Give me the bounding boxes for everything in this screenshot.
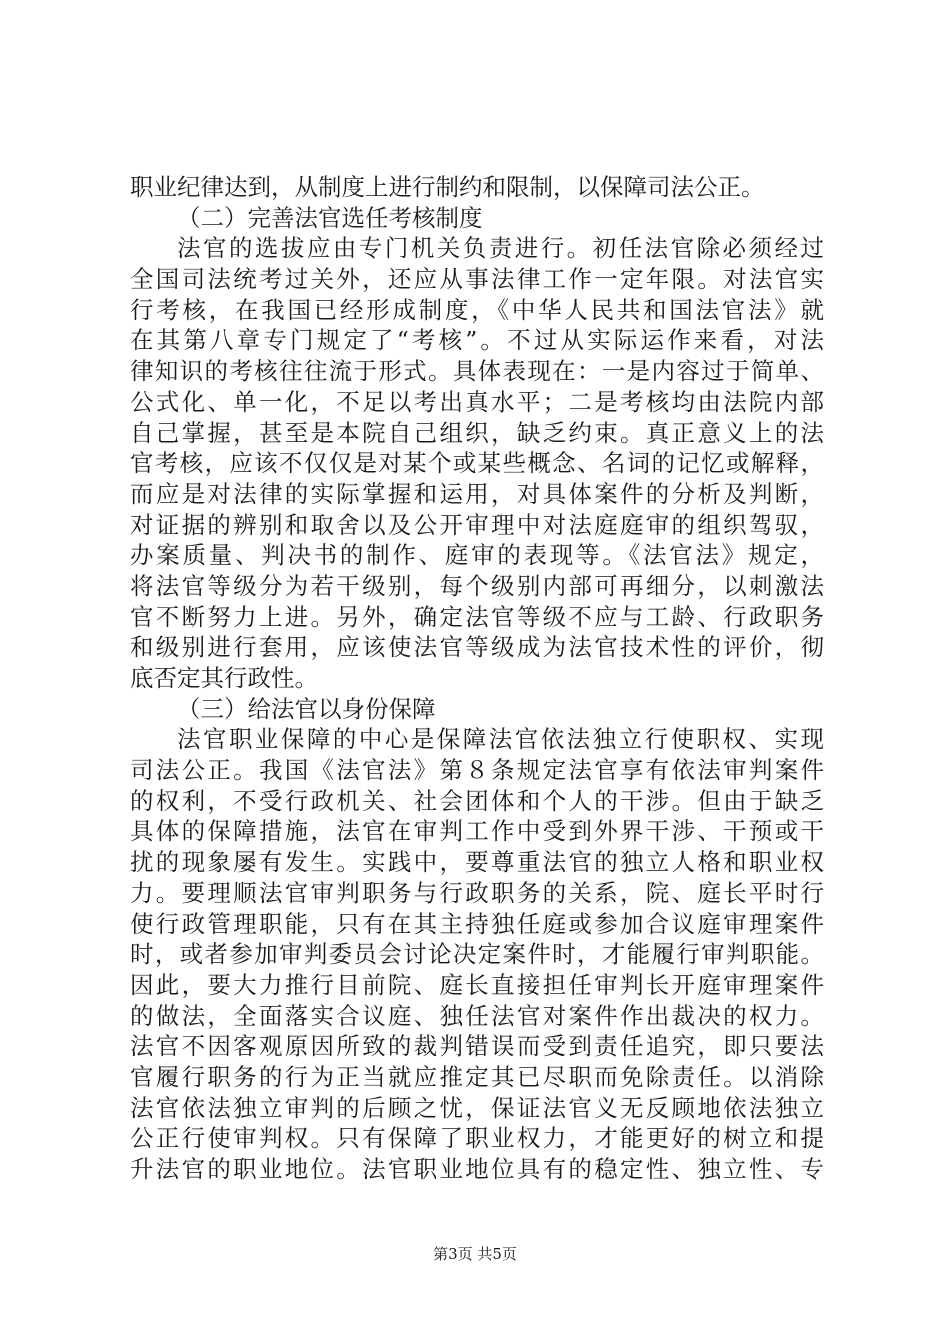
- page-number: 第3页 共5页: [433, 1245, 517, 1263]
- text-line: 自己掌握，甚至是本院自己组织，缺乏约束。真正意义上的法: [130, 418, 824, 447]
- text-line: 具体的保障措施，法官在审判工作中受到外界干涉、干预或干: [130, 817, 824, 846]
- text-line: 律知识的考核往往流于形式。具体表现在：一是内容过于简单、: [130, 357, 824, 386]
- text-line: 时，或者参加审判委员会讨论决定案件时，才能履行审判职能。: [130, 940, 824, 969]
- text-line: 官不断努力上进。另外，确定法官等级不应与工龄、行政职务: [130, 602, 824, 631]
- section-heading: （三）给法官以身份保障: [177, 694, 436, 723]
- text-line: 而应是对法律的实际掌握和运用，对具体案件的分析及判断，: [130, 479, 824, 508]
- text-line: 底否定其行政性。: [130, 664, 318, 692]
- text-line: 职业纪律达到，从制度上进行制约和限制，以保障司法公正。: [130, 173, 765, 201]
- text-line: 的权利，不受行政机关、社会团体和个人的干涉。但由于缺乏: [130, 786, 824, 815]
- text-line: 法官不因客观原因所致的裁判错误而受到责任追究，即只要法: [130, 1032, 824, 1061]
- text-line: 使行政管理职能，只有在其主持独任庭或参加合议庭审理案件: [130, 909, 824, 938]
- section-heading: （二）完善法官选任考核制度: [177, 203, 483, 232]
- text-line: 力。要理顺法官审判职务与行政职务的关系，院、庭长平时行: [130, 878, 824, 907]
- text-line: 升法官的职业地位。法官职业地位具有的稳定性、独立性、专: [130, 1155, 824, 1183]
- text-line: 官履行职务的行为正当就应推定其已尽职而免除责任。以消除: [130, 1062, 824, 1091]
- text-line: 法官的选拔应由专门机关负责进行。初任法官除必须经过: [177, 234, 824, 263]
- text-line: 司法公正。我国《法官法》第８条规定法官享有依法审判案件: [130, 756, 824, 785]
- text-line: 在其第八章专门规定了“考核”。不过从实际运作来看，对法: [130, 326, 824, 355]
- text-line: 公正行使审判权。只有保障了职业权力，才能更好的树立和提: [130, 1124, 824, 1153]
- text-line: 公式化、单一化，不足以考出真水平；二是考核均由法院内部: [130, 387, 824, 416]
- text-line: 和级别进行套用，应该使法官等级成为法官技术性的评价，彻: [130, 633, 824, 662]
- text-line: 全国司法统考过关外，还应从事法律工作一定年限。对法官实: [130, 265, 824, 294]
- text-line: 法官依法独立审判的后顾之忧，保证法官义无反顾地依法独立: [130, 1093, 824, 1122]
- text-line: 官考核，应该不仅仅是对某个或某些概念、名词的记忆或解释，: [130, 449, 824, 478]
- text-line: 扰的现象屡有发生。实践中，要尊重法官的独立人格和职业权: [130, 848, 824, 877]
- text-line: 办案质量、判决书的制作、庭审的表现等。《法官法》规定，: [130, 541, 824, 570]
- text-line: 的做法，全面落实合议庭、独任法官对案件作出裁决的权力。: [130, 1001, 824, 1030]
- text-line: 将法官等级分为若干级别，每个级别内部可再细分，以刺激法: [130, 571, 824, 600]
- text-line: 法官职业保障的中心是保障法官依法独立行使职权、实现: [177, 725, 824, 754]
- text-line: 因此，要大力推行目前院、庭长直接担任审判长开庭审理案件: [130, 970, 824, 999]
- text-line: 行考核，在我国已经形成制度，《中华人民共和国法官法》就: [130, 295, 824, 324]
- document-body: [130, 172, 824, 1185]
- text-line: 对证据的辨别和取舍以及公开审理中对法庭庭审的组织驾驭，: [130, 510, 824, 539]
